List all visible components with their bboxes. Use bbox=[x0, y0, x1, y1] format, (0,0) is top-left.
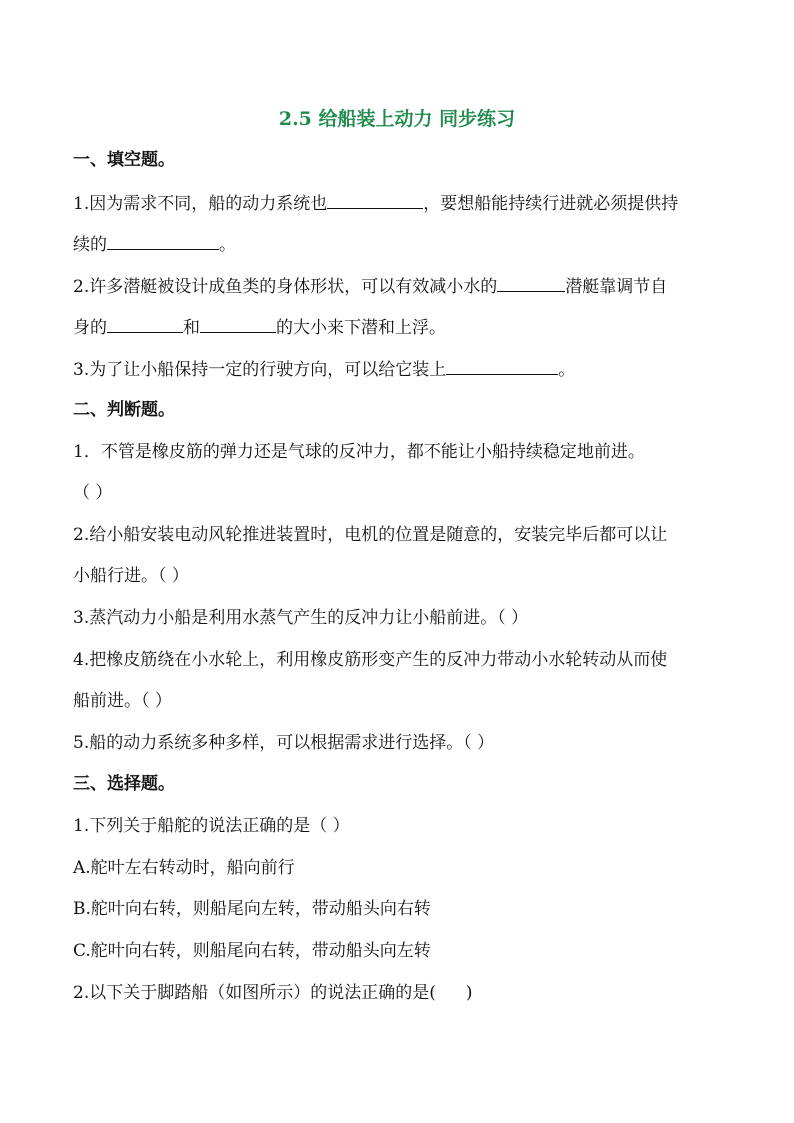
fill-q2-line1 bbox=[73, 273, 667, 299]
section-heading-fill: 一、填空题。 bbox=[73, 150, 175, 170]
choice-q2-text-a: 2.以下关于脚踏船（如图所示）的说法正确的是( bbox=[73, 983, 436, 1003]
fill-q3-text-a: 3.为了让小船保持一定的行驶方向，可以给它装上 bbox=[73, 360, 447, 380]
judge-q2-line2: 小船行进。（ ） bbox=[73, 566, 189, 586]
fill-q1-text-c: 续的 bbox=[73, 235, 107, 255]
judge-q1-line2: （ ） bbox=[73, 483, 113, 503]
fill-q2-text-b: 潜艇靠调节自 bbox=[565, 277, 668, 297]
choice-q1-option-c: C.舵叶向右转，则船尾向右转，带动船头向左转 bbox=[73, 941, 431, 961]
judge-q1-line1: 1．不管是橡皮筋的弹力还是气球的反冲力，都不能让小船持续稳定地前进。 bbox=[73, 442, 645, 462]
fill-q1-text-b: ，要想船能持续行进就必须提供持 bbox=[423, 194, 679, 214]
fill-q2-text-c: 身的 bbox=[73, 318, 107, 338]
fill-q2-text-a: 2.许多潜艇被设计成鱼类的身体形状，可以有效减小水的 bbox=[73, 277, 498, 297]
choice-q1-option-b: B.舵叶向右转，则船尾向左转，带动船头向右转 bbox=[73, 899, 431, 919]
fill-q1-line1 bbox=[73, 190, 678, 216]
section-heading-judge: 二、判断题。 bbox=[73, 400, 175, 420]
fill-q1-text-a: 1.因为需求不同，船的动力系统也 bbox=[73, 194, 328, 214]
judge-q3-line1: 3.蒸汽动力小船是利用水蒸气产生的反冲力让小船前进。（ ） bbox=[73, 608, 529, 628]
fill-q2-text-e: 的大小来下潜和上浮。 bbox=[276, 318, 446, 338]
fill-q1-line2 bbox=[73, 231, 236, 257]
judge-q4-line1: 4.把橡皮筋绕在小水轮上，利用橡皮筋形变产生的反冲力带动小水轮转动从而使 bbox=[73, 650, 668, 670]
fill-q2-line2 bbox=[73, 314, 446, 340]
judge-q4-line2: 船前进。（ ） bbox=[73, 691, 172, 711]
fill-q3-line1 bbox=[73, 356, 575, 382]
fill-q3-blank-1[interactable] bbox=[446, 356, 558, 375]
choice-q1-stem: 1.下列关于船舵的说法正确的是（ ） bbox=[73, 816, 350, 836]
fill-q1-blank-1[interactable] bbox=[327, 190, 423, 209]
fill-q3-text-b: 。 bbox=[558, 360, 576, 380]
fill-q2-blank-2[interactable] bbox=[107, 314, 183, 333]
fill-q2-blank-1[interactable] bbox=[497, 273, 565, 292]
fill-q2-text-d: 和 bbox=[183, 318, 200, 338]
judge-q2-line1: 2.给小船安装电动风轮推进装置时，电机的位置是随意的，安装完毕后都可以让 bbox=[73, 525, 668, 545]
judge-q5-line1: 5.船的动力系统多种多样，可以根据需求进行选择。（ ） bbox=[73, 733, 495, 753]
choice-q1-option-a: A.舵叶左右转动时，船向前行 bbox=[73, 858, 295, 878]
section-heading-choice: 三、选择题。 bbox=[73, 774, 175, 794]
choice-q2-stem bbox=[73, 981, 473, 1005]
choice-q2-text-b: ) bbox=[465, 983, 473, 1003]
fill-q1-blank-2[interactable] bbox=[107, 231, 219, 250]
fill-q2-blank-3[interactable] bbox=[200, 314, 276, 333]
page-title: 2.5 给船装上动力 同步练习 bbox=[278, 108, 516, 130]
fill-q1-text-d: 。 bbox=[219, 235, 236, 255]
